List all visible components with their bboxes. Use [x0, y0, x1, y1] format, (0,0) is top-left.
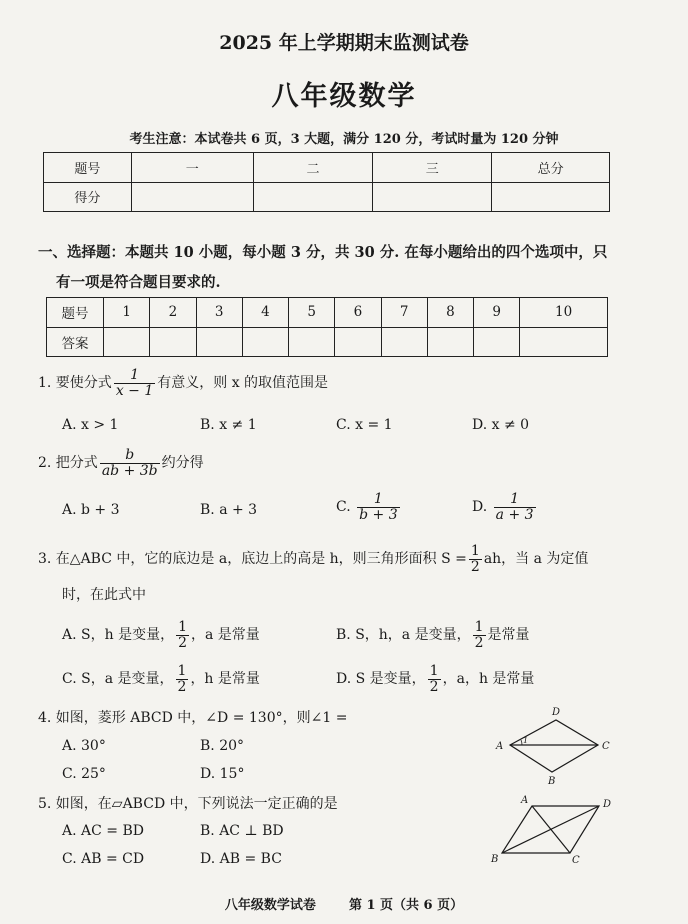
q1-option-a: A. x > 1 — [62, 417, 119, 433]
question-1-stem — [38, 368, 328, 398]
answer-row-label: 答案 — [47, 327, 104, 357]
q2-option-d: D. $\frac{1}{a + 3}$ — [472, 491, 534, 523]
question-5-stem: 5. 如图，在▱ABCD 中，下列说法一定正确的是 — [38, 796, 338, 812]
rhombus-outline — [510, 720, 598, 772]
answer-cell[interactable] — [474, 327, 520, 357]
q5-option-d: D. AB = BC — [200, 851, 282, 867]
angle-1-arc — [521, 740, 522, 745]
rhombus-figure — [490, 705, 620, 787]
answer-cell[interactable] — [150, 327, 196, 357]
parallelogram-label-c: C — [572, 855, 580, 866]
q1-option-c: C. x = 1 — [336, 417, 393, 433]
answer-header-label: 题号 — [47, 298, 104, 328]
q2-option-c: C. $\frac{1}{b + 3}$ — [336, 491, 398, 523]
section1-line1: 一、选择题：本题共 10 小题，每小题 3 分，共 30 分. 在每小题给出的四个选项中，只 — [38, 244, 608, 261]
score-header-cell: 总分 — [492, 153, 610, 183]
q4-option-d: D. 15° — [200, 766, 245, 782]
q2-prefix: 2. 把分式 — [38, 455, 98, 472]
q2-fraction: $\frac{b}{ab + 3b}$ — [101, 447, 158, 479]
score-table — [43, 152, 610, 212]
q3-option-d: D. S 是变量， $\frac{1}{2}$ ，a，h 是常量 — [336, 663, 535, 695]
answer-number-cell: 3 — [196, 298, 242, 328]
rhombus-label-c: C — [602, 741, 610, 752]
answer-cell[interactable] — [427, 327, 473, 357]
score-table-score-row — [44, 182, 610, 212]
score-cell[interactable] — [131, 182, 253, 212]
page-footer — [0, 894, 688, 913]
question-4-stem: 4. 如图，菱形 ABCD 中，∠D = 130°，则∠1 = — [38, 710, 348, 726]
answer-number-cell: 10 — [520, 298, 608, 328]
section1-heading — [38, 238, 658, 298]
answer-cell[interactable] — [335, 327, 381, 357]
q5-option-a: A. AC = BD — [62, 823, 144, 839]
answer-cell[interactable] — [520, 327, 608, 357]
question-3-stem: 3. 在△ABC 中，它的底边是 a，底边上的高是 h，则三角形面积 S = $\frac{1}{2}$ ah，当 a 为定值 — [38, 543, 589, 575]
parallelogram-figure — [488, 792, 618, 870]
section1-line2: 有一项是符合题目要求的. — [56, 274, 221, 291]
exam-title: 2025 年上学期期末监测试卷 — [219, 32, 469, 54]
exam-notice: 考生注意：本试卷共 6 页，3 大题，满分 120 分，考试时量为 120 分钟 — [129, 132, 559, 147]
question-2-stem — [38, 448, 204, 478]
parallelogram-label-d: D — [603, 799, 612, 810]
answer-number-cell: 9 — [474, 298, 520, 328]
answer-number-cell: 8 — [427, 298, 473, 328]
q3-option-b: B. S，h，a 是变量， $\frac{1}{2}$ 是常量 — [336, 619, 530, 651]
score-cell[interactable] — [492, 182, 610, 212]
q1-option-d: D. x ≠ 0 — [472, 417, 530, 433]
score-table-header-row — [44, 153, 610, 183]
q4-option-c: C. 25° — [62, 766, 106, 782]
q4-option-b: B. 20° — [200, 738, 245, 754]
q3-option-c: C. S，a 是变量， $\frac{1}{2}$ ，h 是常量 — [62, 663, 260, 695]
rhombus-label-d: D — [552, 707, 561, 718]
answer-number-cell: 4 — [242, 298, 288, 328]
rhombus-label-b: B — [548, 776, 556, 787]
answer-table-answer-row — [47, 327, 608, 357]
q5-option-c: C. AB = CD — [62, 851, 145, 867]
answer-table — [46, 297, 608, 357]
q2-suffix: 约分得 — [161, 455, 204, 472]
answer-table-header-row — [47, 298, 608, 328]
answer-cell[interactable] — [289, 327, 335, 357]
score-header-cell: 二 — [253, 153, 373, 183]
score-header-cell: 一 — [131, 153, 253, 183]
parallelogram-label-b: B — [491, 854, 499, 865]
answer-number-cell: 7 — [381, 298, 427, 328]
score-cell[interactable] — [373, 182, 492, 212]
answer-number-cell: 5 — [289, 298, 335, 328]
question-3-stem-line2: 时，在此式中 — [62, 587, 146, 603]
q3-option-a: A. S，h 是变量， $\frac{1}{2}$ ，a 是常量 — [62, 619, 260, 651]
q5-option-b: B. AC ⊥ BD — [200, 823, 284, 839]
q4-option-a: A. 30° — [62, 738, 106, 754]
answer-cell[interactable] — [242, 327, 288, 357]
subject-title: 八年级数学 — [271, 81, 417, 112]
answer-cell[interactable] — [104, 327, 150, 357]
q2-option-b: B. a + 3 — [200, 502, 258, 518]
footer-page-number: 第 1 页（共 6 页） — [348, 898, 464, 913]
score-row-label: 得分 — [44, 182, 132, 212]
answer-number-cell: 2 — [150, 298, 196, 328]
answer-cell[interactable] — [381, 327, 427, 357]
answer-cell[interactable] — [196, 327, 242, 357]
q1-prefix: 1. 要使分式 — [38, 375, 112, 392]
rhombus-angle-label: 1 — [523, 736, 529, 745]
q1-suffix: 有意义，则 x 的取值范围是 — [157, 375, 329, 392]
q1-option-b: B. x ≠ 1 — [200, 417, 257, 433]
answer-number-cell: 1 — [104, 298, 150, 328]
answer-number-cell: 6 — [335, 298, 381, 328]
rhombus-label-a: A — [496, 741, 504, 752]
q1-fraction: $\frac{1}{x - 1}$ — [115, 367, 154, 399]
footer-title: 八年级数学试卷 — [224, 898, 316, 913]
q3-half-fraction: $\frac{1}{2}$ — [470, 543, 480, 575]
q2-option-a: A. b + 3 — [62, 502, 120, 518]
parallelogram-label-a: A — [521, 795, 529, 806]
score-cell[interactable] — [253, 182, 373, 212]
score-header-cell: 三 — [373, 153, 492, 183]
score-header-cell: 题号 — [44, 153, 132, 183]
